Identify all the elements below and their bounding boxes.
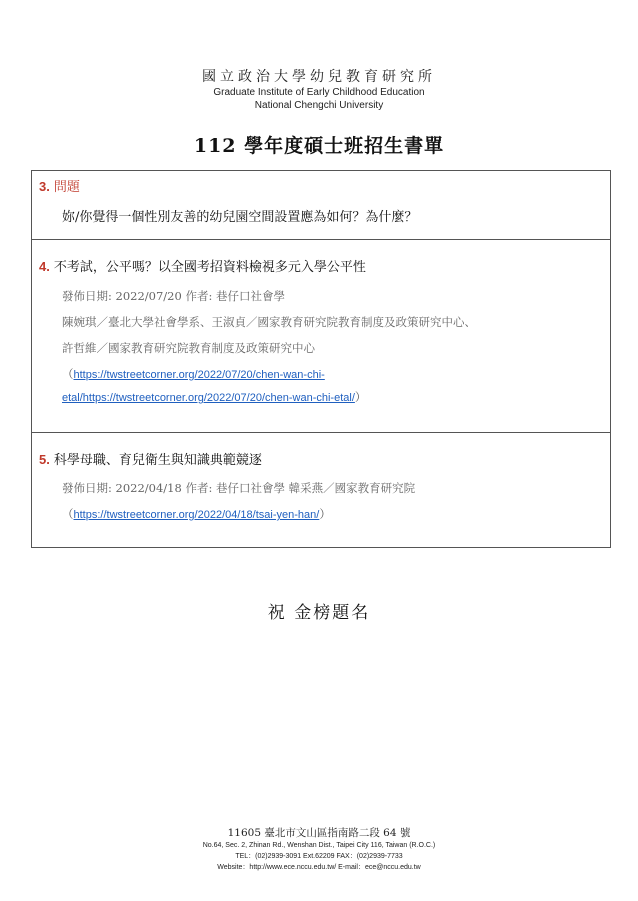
- article-link-line: [62, 506, 331, 523]
- section-title: 問題: [53, 180, 80, 195]
- article-link-line-1: [62, 366, 325, 383]
- document-title: 112 學年度碩士班招生書單: [193, 135, 445, 157]
- section-heading: [39, 258, 366, 277]
- address-zh: 11605 臺北市文山區指南路二段 64 號: [227, 827, 411, 839]
- paren-close: ）: [319, 507, 331, 521]
- institute-name-zh: 國立政治大學幼兒教育研究所: [202, 69, 436, 85]
- section-article-5: [32, 432, 610, 547]
- phone-fax: TEL：(02)2939-3091 Ext.62209 FAX：(02)2939-7733: [235, 853, 403, 860]
- section-question-3: [32, 171, 610, 240]
- section-article-4: [32, 239, 610, 433]
- institute-header: [0, 68, 638, 112]
- section-number: 3.: [39, 179, 50, 194]
- section-heading: [39, 178, 80, 197]
- contact-footer: [0, 826, 638, 873]
- article-meta: 發佈日期: 2022/04/18 作者: 巷仔口社會學 韓采燕／國家教育研究院: [62, 481, 416, 495]
- address-en: No.64, Sec. 2, Zhinan Rd., Wenshan Dist., Taipei City 116, Taiwan (R.O.C.): [202, 842, 436, 849]
- article-link-part-1[interactable]: https://twstreetcorner.org/2022/07/20/chen-wan-chi-: [73, 369, 325, 381]
- paren-open: （: [62, 367, 74, 381]
- article-authors-line-2: 許哲維／國家教育研究院教育制度及政策研究中心: [62, 341, 315, 355]
- article-meta: 發佈日期: 2022/07/20 作者: 巷仔口社會學: [62, 289, 285, 303]
- website-email: Website：http://www.ece.nccu.edu.tw/ E-mail：ece@nccu.edu.tw: [217, 864, 421, 871]
- section-title: 不考試，公平嗎？以全國考招資料檢視多元入學公平性: [53, 260, 366, 275]
- institute-name-en: Graduate Institute of Early Childhood Education: [213, 87, 425, 98]
- section-heading: [39, 451, 262, 470]
- section-number: 5.: [39, 452, 50, 467]
- section-title: 科學母職、育兒衛生與知識典範競逐: [53, 453, 262, 468]
- section-number: 4.: [39, 259, 50, 274]
- article-link-part-2[interactable]: etal/https://twstreetcorner.org/2022/07/20/chen-wan-chi-etal/: [62, 392, 355, 404]
- reading-list-box: [31, 170, 611, 548]
- blessing-text: 祝 金榜題名: [267, 603, 371, 623]
- paren-open: （: [62, 507, 74, 521]
- article-link-line-2: [62, 389, 366, 406]
- question-text: 妳/你覺得一個性別友善的幼兒園空間設置應為如何？為什麼？: [62, 210, 418, 225]
- paren-close: ）: [354, 390, 367, 404]
- university-name-en: National Chengchi University: [254, 100, 384, 111]
- article-authors-line-1: 陳婉琪／臺北大學社會學系、王淑貞／國家教育研究院教育制度及政策研究中心、: [62, 315, 476, 329]
- article-link[interactable]: https://twstreetcorner.org/2022/04/18/tsai-yen-han/: [73, 509, 320, 521]
